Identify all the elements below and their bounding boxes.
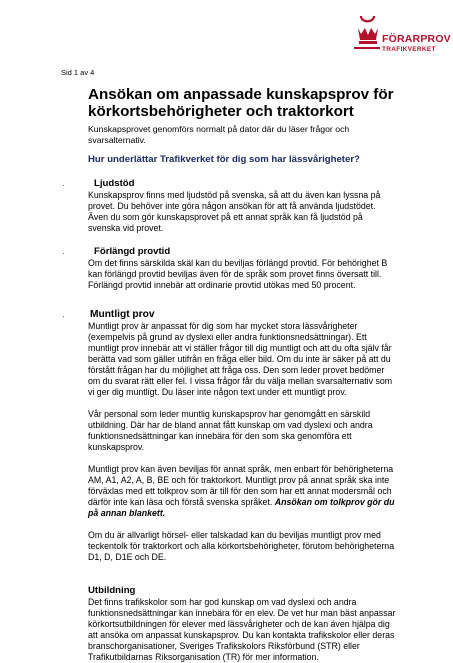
- section-muntligt-prov: [62, 309, 396, 563]
- section-paragraph: Om det finns särskilda skäl kan du beviljas förlängd provtid. För behörighet B kan förlängd provtid beviljas även för de språk som provet finns översatt till. Förlängd provtid innebär att ordinarie provtid utökas med 50 procent.: [88, 258, 388, 290]
- section-forlangd-provtid: [62, 246, 396, 291]
- crown-emblem-icon: [352, 14, 382, 54]
- logo-wordmark: FÖRARPROV: [382, 33, 451, 45]
- page-number: Sid 1 av 4: [61, 68, 95, 77]
- section-paragraph: Om du är allvarligt hörsel- eller talskadad kan du beviljas muntligt prov med teckentolk för traktorkort och alla körkortsbehörigheter, förutom behörigheterna D1, D, D1E och DE.: [88, 530, 395, 562]
- section-paragraph: Vår personal som leder muntlig kunskapsprov har genomgått en särskild utbildning. Där har de bland annat fått kunskap om vad dyslexi och andra funktionsnedsättningar kan innebära för den som ska genomföra ett kunskapsprov.: [88, 409, 373, 452]
- section-heading: Ljudstöd: [94, 178, 135, 189]
- bullet-marker: ·: [62, 311, 65, 321]
- logo-subtitle: TRAFIKVERKET: [382, 46, 436, 53]
- intro-text: Kunskapsprovet genomförs normalt på dator där du läser frågor och svarsalternativ.: [88, 124, 350, 145]
- forarprov-logo: [352, 14, 451, 62]
- document-title: Ansökan om anpassade kunskapsprov för körkortsbehörigheter och traktorkort: [88, 86, 394, 120]
- section-paragraph: Kunskapsprov finns med ljudstöd på svenska, så att du även kan lyssna på provet. Du behöver inte göra någon ansökan för att få använda ljudstödet. Även du som gör kunskapsprovet på ett annat språk kan få ljudstöd på svenska vid provet.: [88, 190, 381, 233]
- bullet-marker: ·: [62, 180, 65, 190]
- emphasis-note: Ansökan om tolkprov gör du på annan blankett.: [88, 497, 395, 518]
- section-ljudstod: [62, 178, 396, 234]
- section-heading: Muntligt prov: [90, 309, 155, 320]
- bullet-marker: ·: [62, 248, 65, 258]
- section-heading: Förlängd provtid: [94, 246, 171, 257]
- section-paragraph: Muntligt prov kan även beviljas för annat språk, men enbart för behörigheterna AM, A1, A2, A, B, BE och för traktorkort. Muntligt prov på annat språk ska inte förväxlas med ett tolkprov som är till för den som har ett annat modersmål och därför inte kan läsa och förstå svenska språket. Ansökan om tolkprov gör du på annan blankett.: [88, 464, 395, 518]
- main-content: [62, 86, 396, 663]
- section-paragraph: Det finns trafikskolor som har god kunskap om vad dyslexi och andra funktionsnedsättningar kan innebära för en elev. De vet hur man bäst anpassar körkortsutbildningen för elever med lässvårigheter och de kan även hjälpa dig att ansöka om anpassat kunskapsprov. Du kan kontakta trafikskolor eller deras branschorganisationer, Sveriges Trafikskolors Riksförbund (STR) eller Trafikutbildarnas Riksorganisation (TR) för mer information.: [88, 597, 396, 662]
- section-paragraph: Muntligt prov är anpassat för dig som har mycket stora lässvårigheter (exempelvis på grund av dyslexi eller andra funktionsnedsättningar). Ett muntligt prov innebär att vi ställer frågor till dig muntligt och att du ofta själv får berätta vad som gäller utifrån en fråga eller bild. Om du inte är säker på att du förstått frågan har du möjlighet att fråga oss. Den som leder provet bedömer om du svarat rätt eller fel. I vissa frågor får du välja mellan svarsalternativ som vi ger dig muntligt. Du läser inte någon text under ett muntligt prov.: [88, 321, 393, 397]
- section-heading: Utbildning: [88, 585, 136, 596]
- question-heading: Hur underlättar Trafikverket för dig som har lässvårigheter?: [88, 154, 360, 165]
- section-utbildning: [88, 585, 396, 663]
